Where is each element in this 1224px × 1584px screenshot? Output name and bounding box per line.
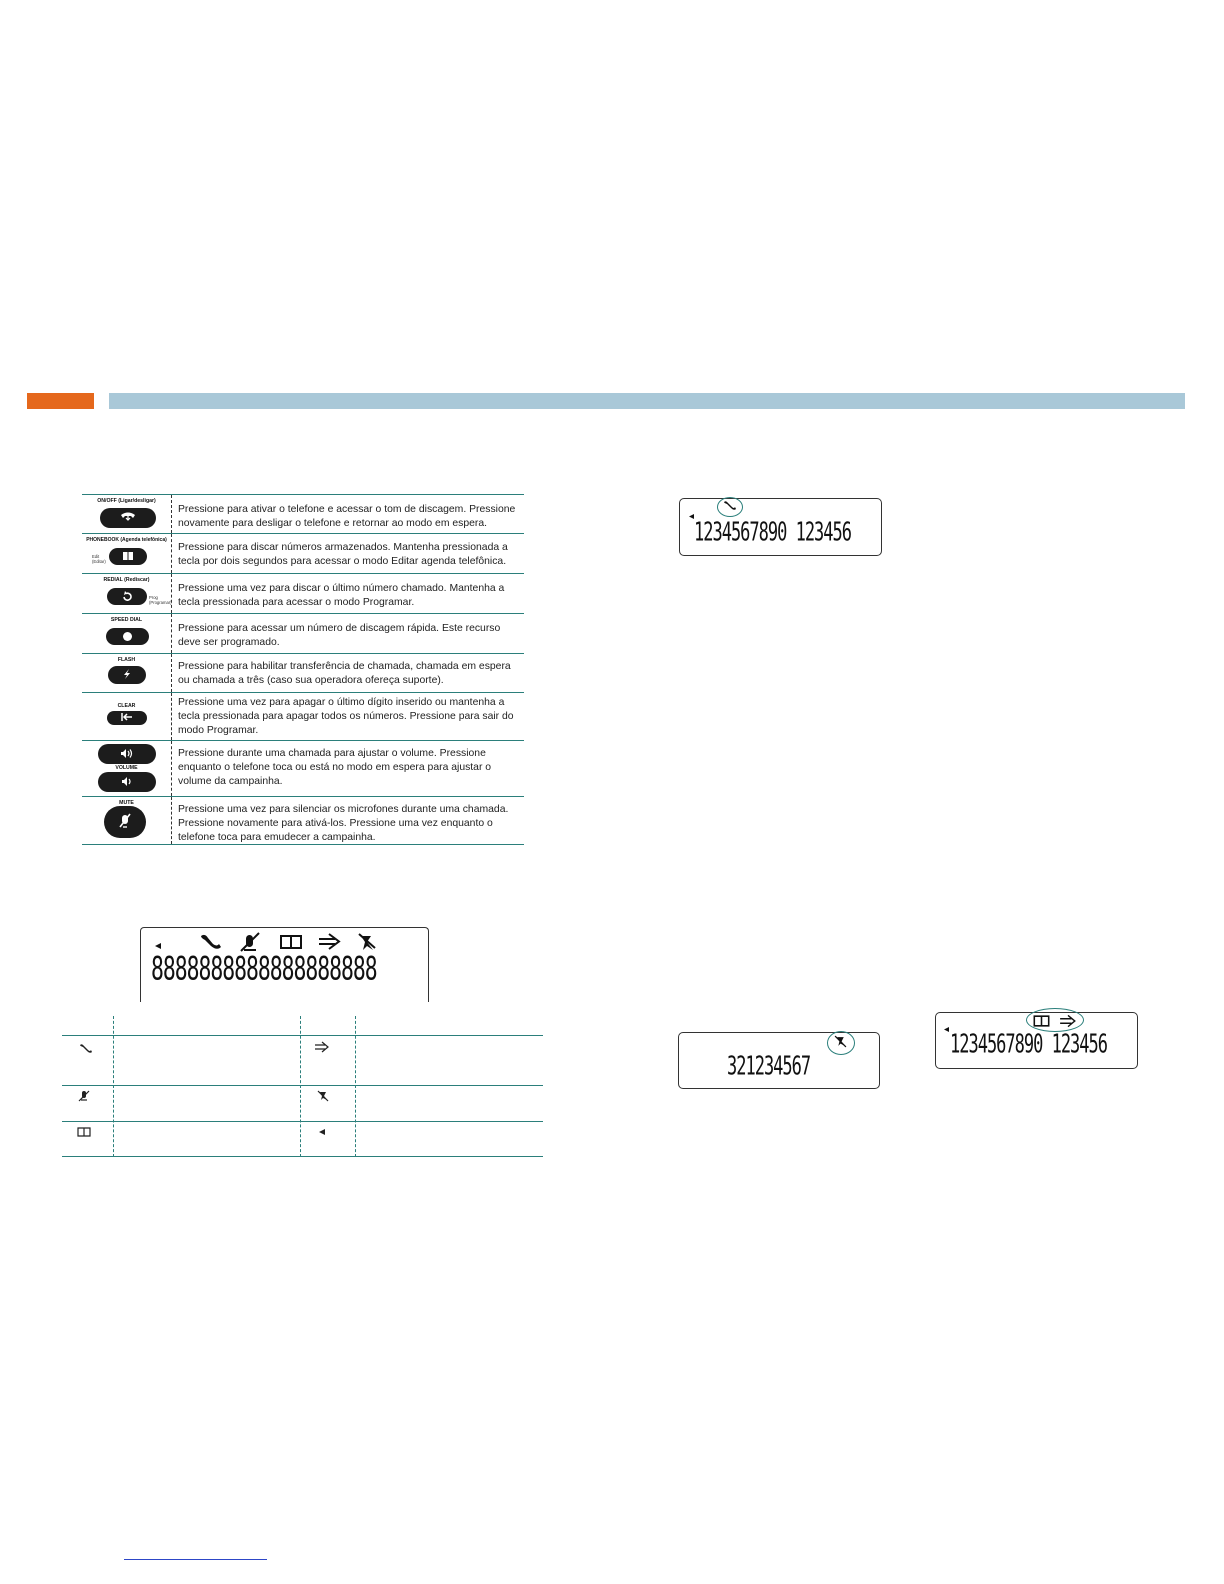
key-row-mute [82, 796, 524, 845]
key-row-flash [82, 653, 524, 692]
key-desc: Pressione durante uma chamada para ajustar o volume. Pressione enquanto o telefone toca ou está no modo em espera para ajustar o volume da campainha. [178, 748, 492, 787]
onoff-button[interactable] [100, 508, 156, 528]
key-row-clear [82, 692, 524, 740]
key-row-onoff [82, 494, 524, 533]
lcd-in-call [679, 498, 882, 556]
lcd-phonebook [935, 1012, 1138, 1069]
lcd-digits: 1234567890 123456 [950, 1030, 1107, 1060]
handset-icon [723, 500, 737, 512]
section-marker-orange [27, 393, 94, 409]
ringer-off-icon [834, 1035, 847, 1048]
key-table [82, 494, 524, 845]
mute-button[interactable] [104, 806, 146, 838]
lcd-digits: 8888888888888888888 [151, 951, 377, 989]
transfer-icon [319, 934, 339, 949]
handset-icon [120, 510, 136, 522]
phonebook-icon [1033, 1015, 1050, 1027]
clear-icon [121, 713, 133, 721]
key-side-label-2: (Programar) [149, 600, 172, 605]
ringer-off-icon [359, 934, 375, 950]
key-label: ON/OFF (Ligar/desligar) [97, 498, 156, 504]
key-row-speed-dial [82, 613, 524, 653]
clear-button[interactable] [107, 711, 147, 725]
volume-down-icon [121, 776, 133, 787]
redial-icon [122, 591, 133, 602]
mute-icon [241, 933, 259, 951]
redial-button[interactable] [107, 588, 147, 605]
key-row-redial [82, 573, 524, 613]
handset-icon [79, 1043, 93, 1054]
phonebook-icon [77, 1127, 91, 1137]
key-label: FLASH [117, 657, 136, 663]
lcd-number [678, 1032, 880, 1089]
volume-up-button[interactable] [98, 744, 156, 764]
transfer-icon [1059, 1014, 1077, 1028]
key-label: REDIAL (Rediscar) [103, 577, 150, 583]
flash-button[interactable] [108, 666, 146, 684]
key-label: SPEED DIAL [110, 617, 143, 623]
footer-rule [124, 1559, 267, 1560]
phonebook-icon [122, 551, 134, 561]
volume-down-button[interactable] [98, 772, 156, 792]
speed-dial-button[interactable] [106, 628, 149, 645]
lcd-full-display [140, 927, 429, 1002]
lcd-digits: 321234567 [727, 1052, 811, 1082]
volume-up-icon [120, 748, 134, 759]
mute-icon [118, 813, 132, 829]
arrow-left-icon [155, 943, 161, 949]
key-row-phonebook [82, 533, 524, 573]
key-label: PHONEBOOK (Agenda telefônica) [86, 537, 167, 543]
key-desc: Pressione para discar números armazenados. Mantenha pressionada a tecla por dois segundos para acessar o modo Editar agenda telefônica. [178, 542, 508, 567]
key-label: MUTE [119, 800, 134, 806]
flash-icon [121, 668, 133, 680]
transfer-icon [314, 1041, 330, 1053]
key-desc: Pressione para ativar o telefone e acessar o tom de discagem. Pressione novamente para desligar o telefone e retornar ao modo em espera. [178, 504, 516, 529]
key-side-label-2: (Editar) [92, 559, 106, 564]
lcd-digits: 1234567890 123456 [694, 518, 851, 548]
key-desc: Pressione para acessar um número de discagem rápida. Este recurso deve ser programado. [178, 623, 501, 648]
key-desc: Pressione uma vez para apagar o último dígito inserido ou mantenha a tecla pressionada para apagar todos os números. Pressione para sair do modo Programar. [178, 697, 514, 736]
key-label: VOLUME [115, 765, 138, 771]
mute-icon [78, 1090, 90, 1102]
arrow-left-icon [943, 1026, 950, 1033]
handset-icon [201, 935, 221, 949]
key-side-label: Prog [149, 595, 158, 600]
phonebook-icon [281, 936, 301, 948]
key-row-volume [82, 740, 524, 796]
arrow-left-icon [318, 1128, 326, 1136]
key-desc: Pressione uma vez para silenciar os microfones durante uma chamada. Pressione novamente para ativá-los. Pressione uma vez enquanto o telefone toca para emudecer a campainha. [178, 804, 509, 843]
key-desc: Pressione para habilitar transferência de chamada, chamada em espera ou chamada a três (caso sua operadora ofereça suporte). [178, 661, 511, 686]
icon-legend [62, 1016, 543, 1157]
ringer-off-icon [317, 1090, 329, 1102]
key-side-label: Edit [92, 554, 100, 559]
speed-dial-icon [122, 631, 133, 642]
key-desc: Pressione uma vez para discar o último número chamado. Mantenha a tecla pressionada para acessar o modo Programar. [178, 583, 505, 608]
section-header-bar [109, 393, 1185, 409]
phonebook-button[interactable] [109, 548, 147, 565]
key-label: CLEAR [117, 703, 136, 709]
